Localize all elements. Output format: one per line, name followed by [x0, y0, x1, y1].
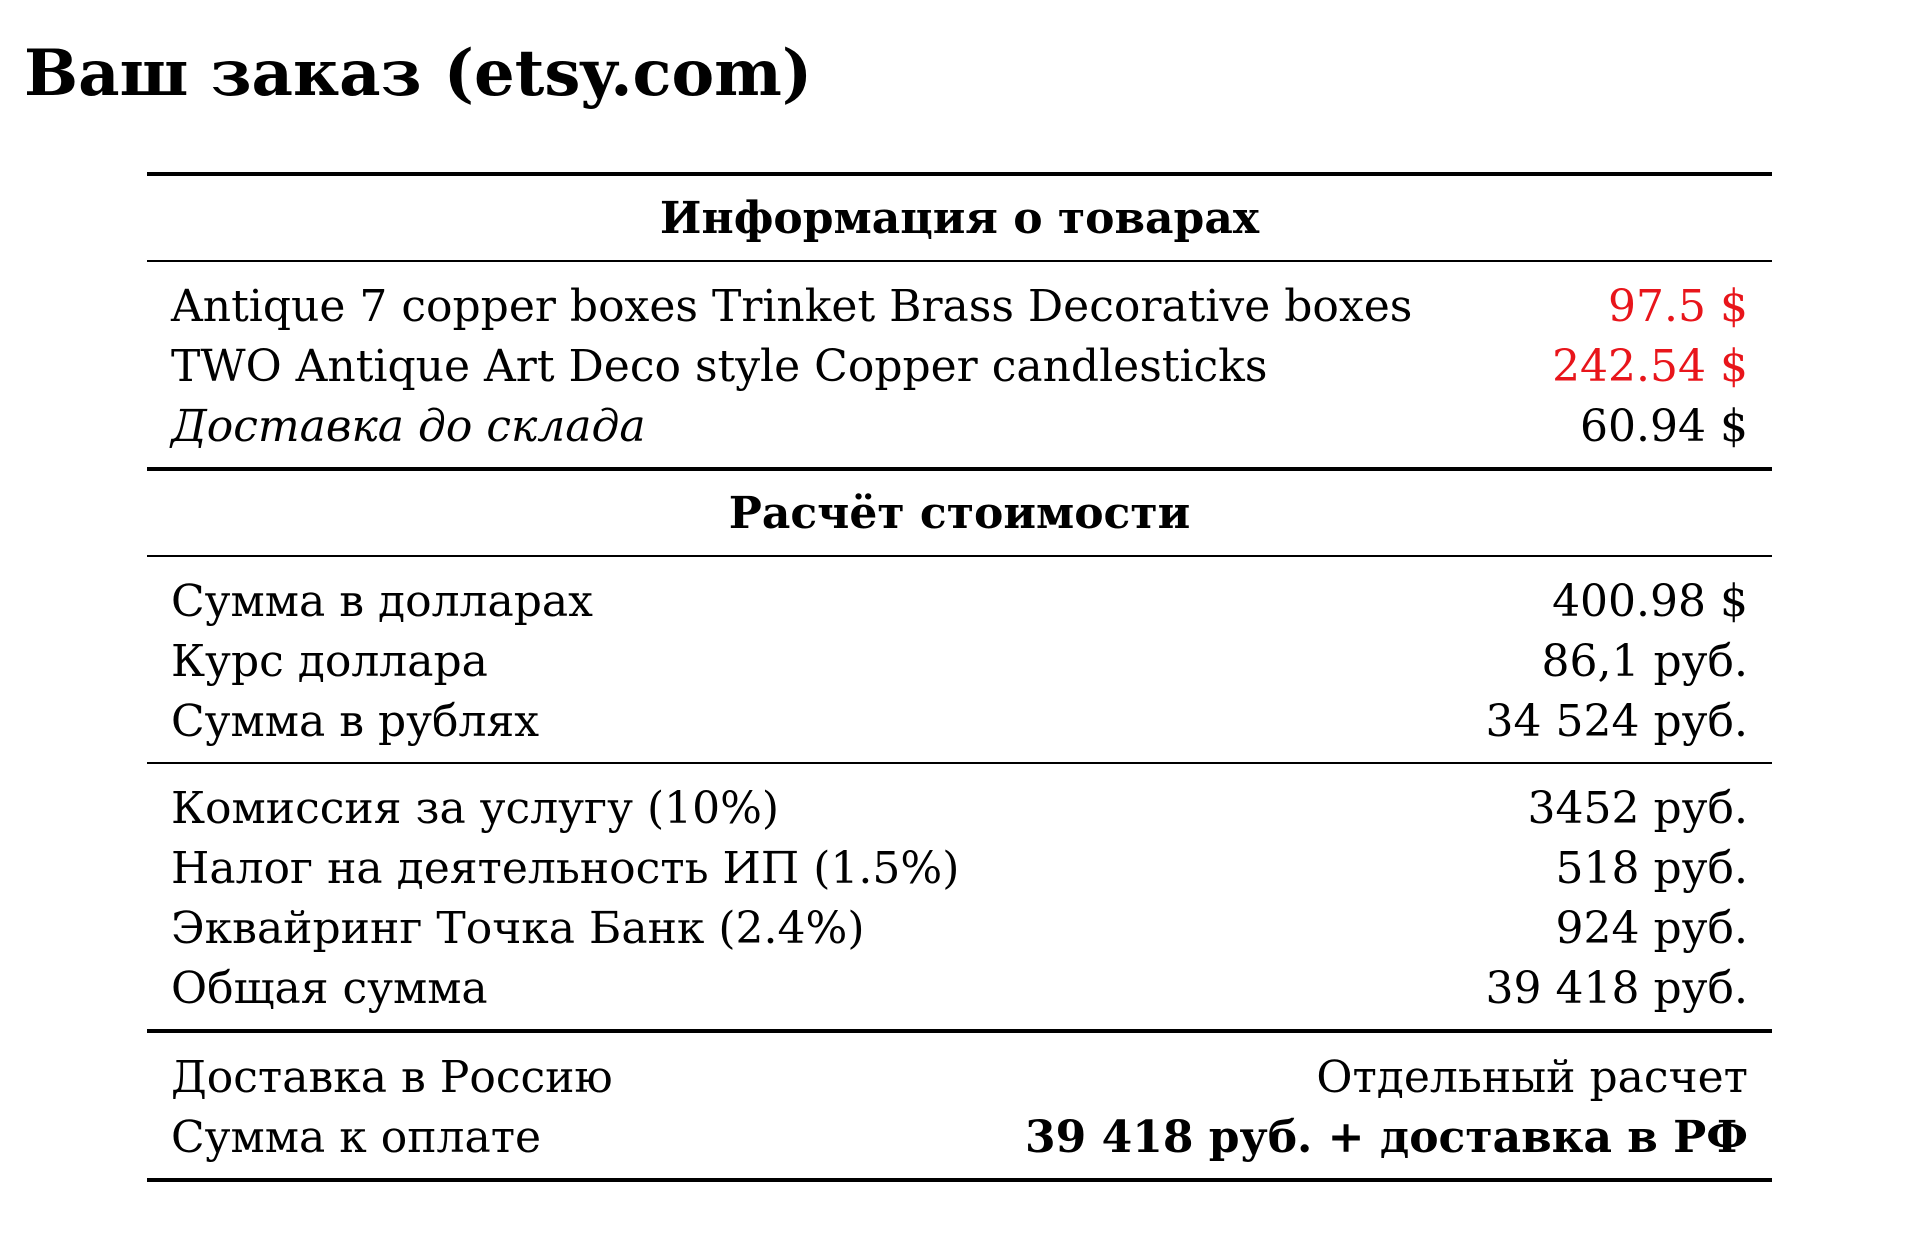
order-table — [147, 172, 1772, 1182]
product-name: Antique 7 copper boxes Trinket Brass Decorative boxes — [171, 281, 1413, 332]
russia-shipping-row — [147, 1048, 1772, 1108]
russia-shipping-value: Отдельный расчет — [1316, 1052, 1748, 1103]
exchange-rate-label: Курс доллара — [171, 636, 488, 687]
tax-row — [147, 839, 1772, 899]
warehouse-shipping-row — [147, 397, 1772, 457]
usd-total-value: 400.98 $ — [1552, 576, 1748, 627]
usd-total-row — [147, 572, 1772, 632]
calculation-section-heading: Расчёт стоимости — [147, 471, 1772, 557]
service-fee-row — [147, 779, 1772, 839]
grand-total-label: Общая сумма — [171, 963, 488, 1014]
amount-due-row — [147, 1108, 1772, 1168]
product-price: 97.5 $ — [1608, 281, 1748, 332]
grand-total-row — [147, 959, 1772, 1019]
product-row — [147, 337, 1772, 397]
tax-label: Налог на деятельность ИП (1.5%) — [171, 843, 960, 894]
amount-due-value: 39 418 руб. + доставка в РФ — [1025, 1112, 1748, 1163]
russia-shipping-label: Доставка в Россию — [171, 1052, 613, 1103]
products-list — [147, 262, 1772, 471]
products-section-heading: Информация о товарах — [147, 176, 1772, 262]
acquiring-value: 924 руб. — [1555, 903, 1748, 954]
acquiring-label: Эквайринг Точка Банк (2.4%) — [171, 903, 865, 954]
service-fee-value: 3452 руб. — [1527, 783, 1748, 834]
warehouse-shipping-label: Доставка до склада — [171, 401, 646, 452]
conversion-group — [147, 557, 1772, 764]
usd-total-label: Сумма в долларах — [171, 576, 593, 627]
grand-total-value: 39 418 руб. — [1485, 963, 1748, 1014]
tax-value: 518 руб. — [1555, 843, 1748, 894]
acquiring-row — [147, 899, 1772, 959]
warehouse-shipping-value: 60.94 $ — [1580, 401, 1748, 452]
page-title: Ваш заказ (etsy.com) — [24, 36, 813, 111]
service-fee-label: Комиссия за услугу (10%) — [171, 783, 780, 834]
amount-due-label: Сумма к оплате — [171, 1112, 542, 1163]
product-price: 242.54 $ — [1552, 341, 1748, 392]
exchange-rate-value: 86,1 руб. — [1541, 636, 1748, 687]
product-name: TWO Antique Art Deco style Copper candlesticks — [171, 341, 1268, 392]
rub-total-label: Сумма в рублях — [171, 696, 540, 747]
product-row — [147, 277, 1772, 337]
rub-total-row — [147, 692, 1772, 752]
final-group — [147, 1033, 1772, 1178]
exchange-rate-row — [147, 632, 1772, 692]
rub-total-value: 34 524 руб. — [1485, 696, 1748, 747]
fees-group — [147, 764, 1772, 1033]
